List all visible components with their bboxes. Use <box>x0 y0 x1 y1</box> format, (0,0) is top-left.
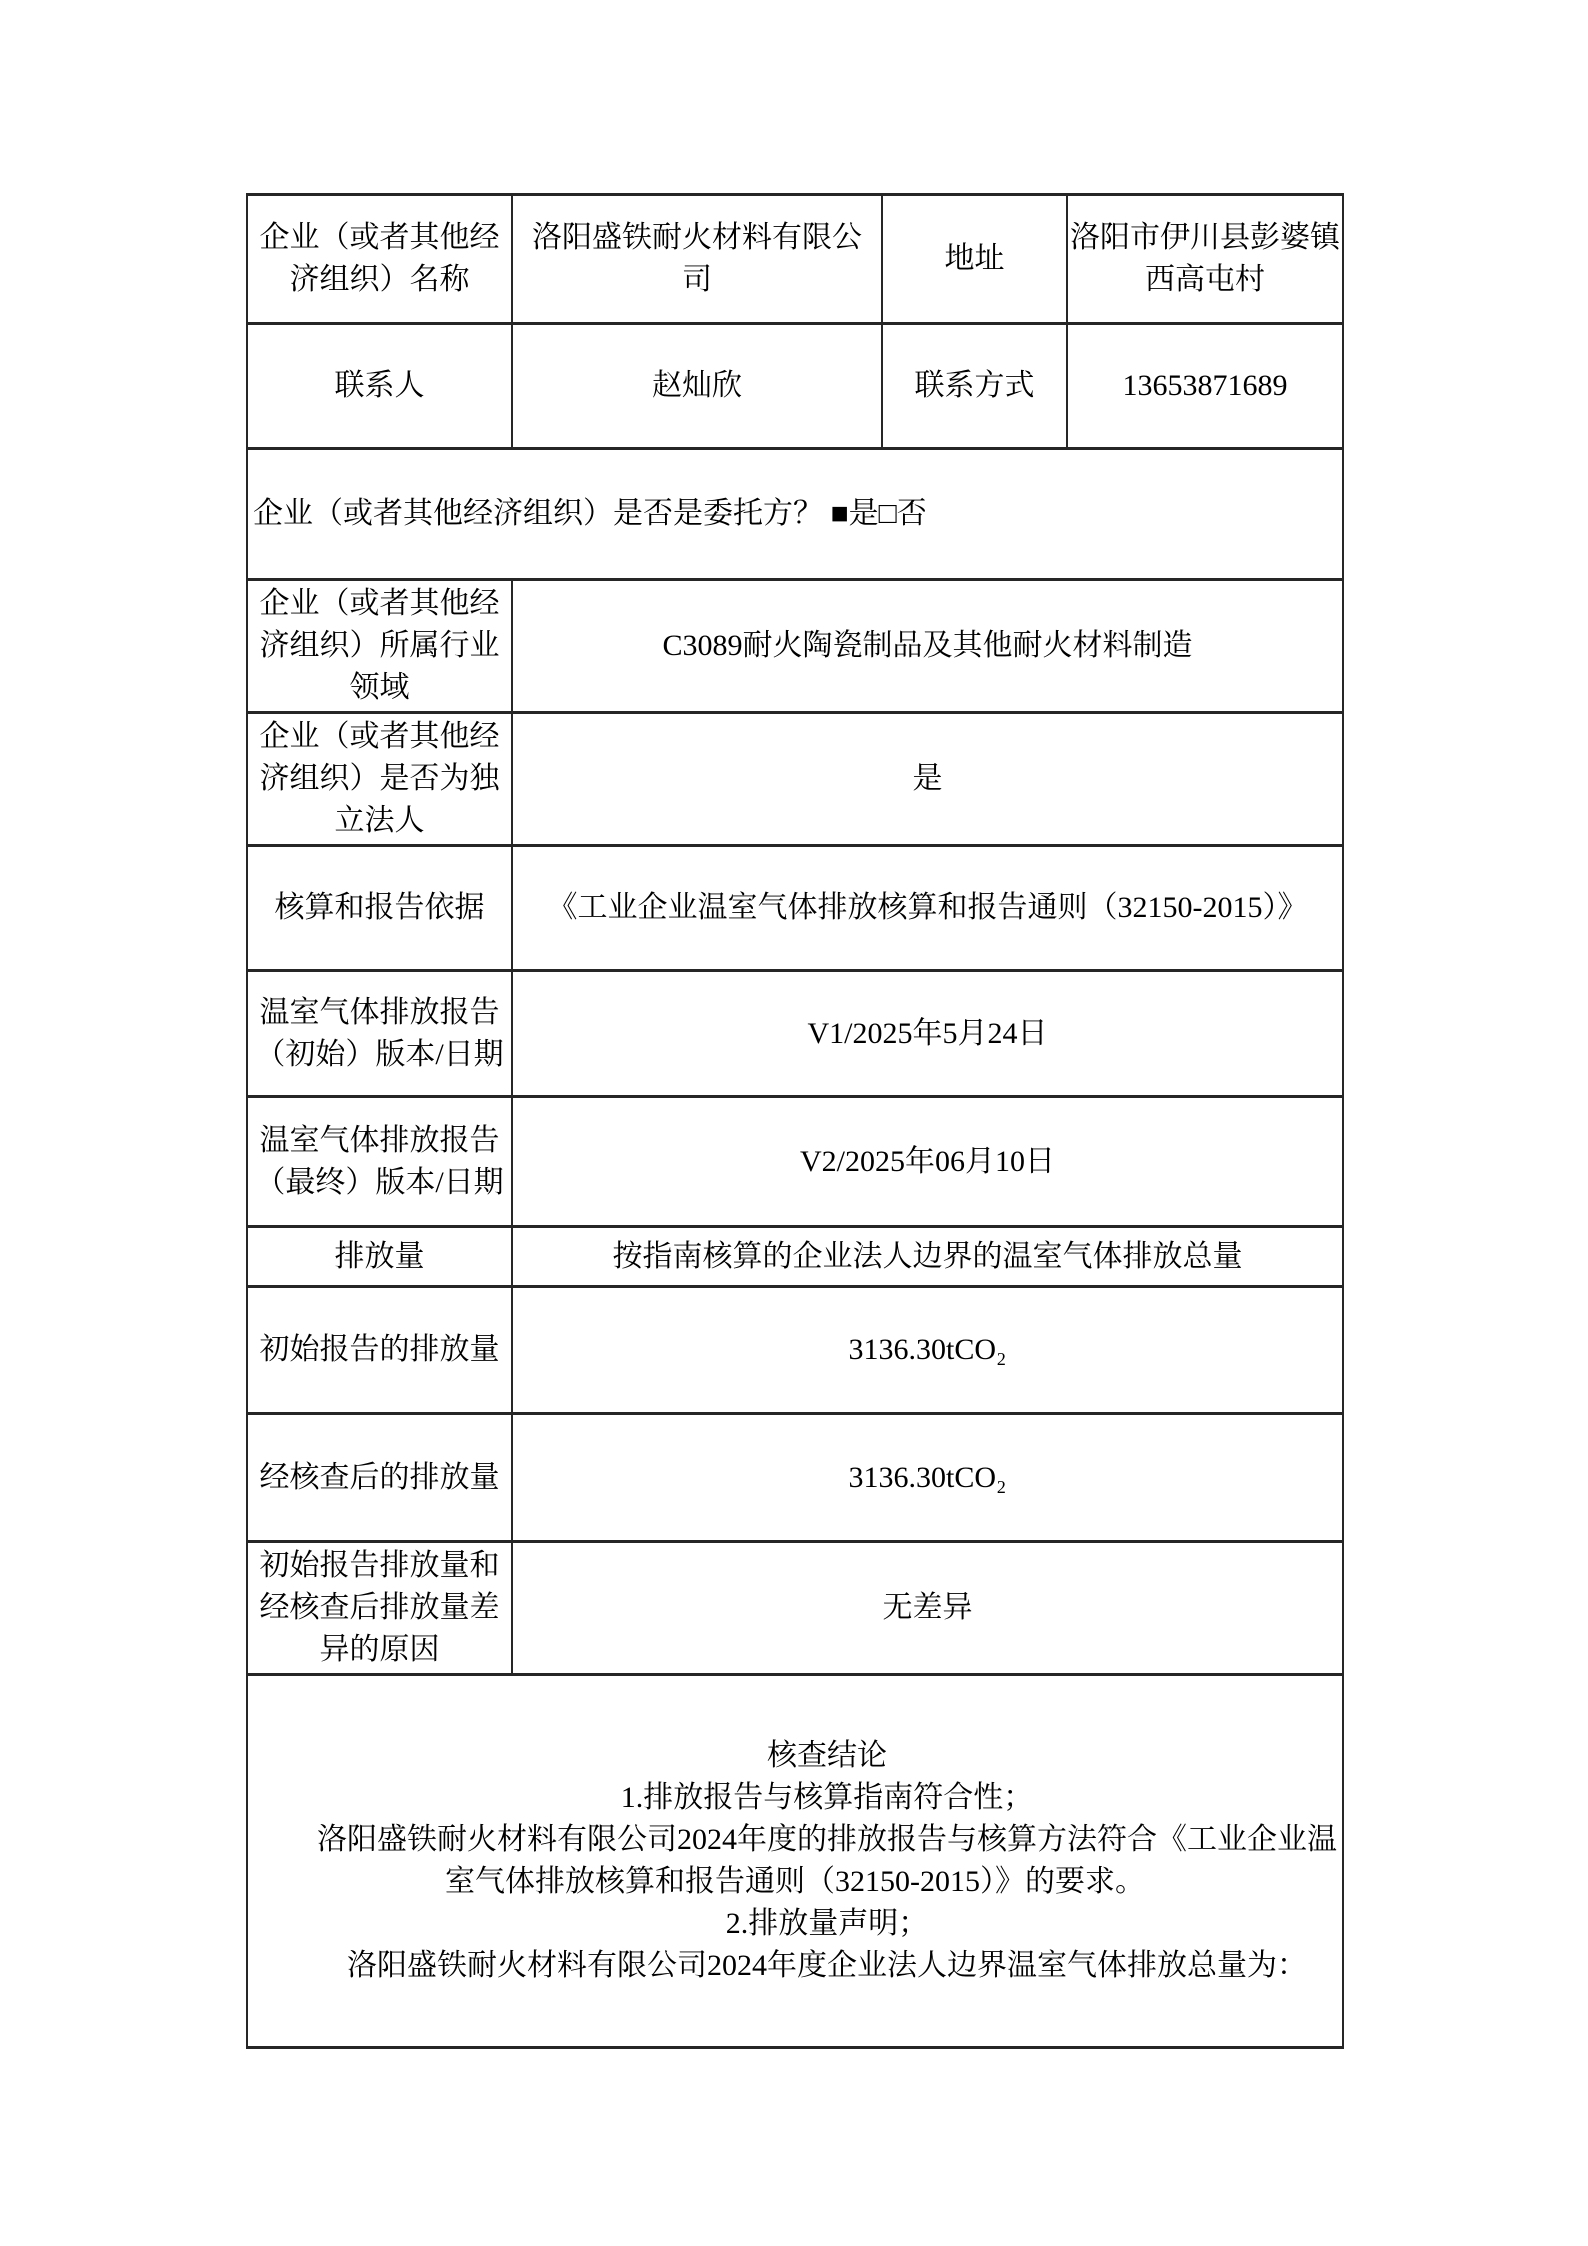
industry-value: C3089耐火陶瓷制品及其他耐火材料制造 <box>512 580 1343 713</box>
verified-emission-value: 3136.30tCO₂ <box>512 1414 1343 1542</box>
verified-emission-row <box>247 1414 1343 1542</box>
legal-entity-row <box>247 713 1343 846</box>
initial-report-version-value: V1/2025年5月24日 <box>512 971 1343 1097</box>
verified-emission-label: 经核查后的排放量 <box>247 1414 512 1542</box>
conclusion-paragraph-3: 2.排放量声明； <box>725 1907 929 1940</box>
initial-emission-value: 3136.30tCO₂ <box>512 1287 1343 1414</box>
conclusion-cell <box>247 1675 1343 2048</box>
difference-reason-value: 无差异 <box>512 1542 1343 1675</box>
difference-reason-row <box>247 1542 1343 1675</box>
emission-header-label: 排放量 <box>247 1227 512 1287</box>
legal-entity-label: 企业（或者其他经济组织）是否为独立法人 <box>247 713 512 846</box>
conclusion-row <box>247 1675 1343 2048</box>
industry-label: 企业（或者其他经济组织）所属行业领域 <box>247 580 512 713</box>
initial-report-version-row <box>247 971 1343 1097</box>
final-report-version-value: V2/2025年06月10日 <box>512 1097 1343 1227</box>
accounting-basis-value: 《工业企业温室气体排放核算和报告通则（32150-2015）》 <box>512 846 1343 971</box>
contact-method-value: 13653871689 <box>1067 324 1343 449</box>
company-name-label: 企业（或者其他经济组织）名称 <box>247 195 512 324</box>
industry-row <box>247 580 1343 713</box>
final-report-version-row <box>247 1097 1343 1227</box>
conclusion-heading: 核查结论 <box>767 1739 887 1772</box>
client-question-row <box>247 449 1343 580</box>
legal-entity-value: 是 <box>512 713 1343 846</box>
conclusion-paragraph-1: 1.排放报告与核算指南符合性； <box>620 1781 1034 1814</box>
conclusion-paragraph-4: 洛阳盛铁耐火材料有限公司2024年度企业法人边界温室气体排放总量为： <box>347 1949 1307 1982</box>
company-name-value: 洛阳盛铁耐火材料有限公司 <box>512 195 882 324</box>
initial-emission-label: 初始报告的排放量 <box>247 1287 512 1414</box>
accounting-basis-label: 核算和报告依据 <box>247 846 512 971</box>
address-label: 地址 <box>882 195 1067 324</box>
difference-reason-label: 初始报告排放量和经核查后排放量差异的原因 <box>247 1542 512 1675</box>
initial-emission-row <box>247 1287 1343 1414</box>
contact-row <box>247 324 1343 449</box>
accounting-basis-row <box>247 846 1343 971</box>
contact-person-label: 联系人 <box>247 324 512 449</box>
emission-header-row <box>247 1227 1343 1287</box>
initial-report-version-label: 温室气体排放报告（初始）版本/日期 <box>247 971 512 1097</box>
contact-method-label: 联系方式 <box>882 324 1067 449</box>
client-question-text: 企业（或者其他经济组织）是否是委托方？ ■是□否 <box>247 449 1343 580</box>
company-row <box>247 195 1343 324</box>
final-report-version-label: 温室气体排放报告（最终）版本/日期 <box>247 1097 512 1227</box>
emission-header-value: 按指南核算的企业法人边界的温室气体排放总量 <box>512 1227 1343 1287</box>
verification-info-table <box>246 193 1344 2049</box>
conclusion-paragraph-2: 洛阳盛铁耐火材料有限公司2024年度的排放报告与核算方法符合《工业企业温室气体排放核算和报告通则（32150-2015）》的要求。 <box>317 1823 1337 1898</box>
address-value: 洛阳市伊川县彭婆镇西高屯村 <box>1067 195 1343 324</box>
contact-person-value: 赵灿欣 <box>512 324 882 449</box>
